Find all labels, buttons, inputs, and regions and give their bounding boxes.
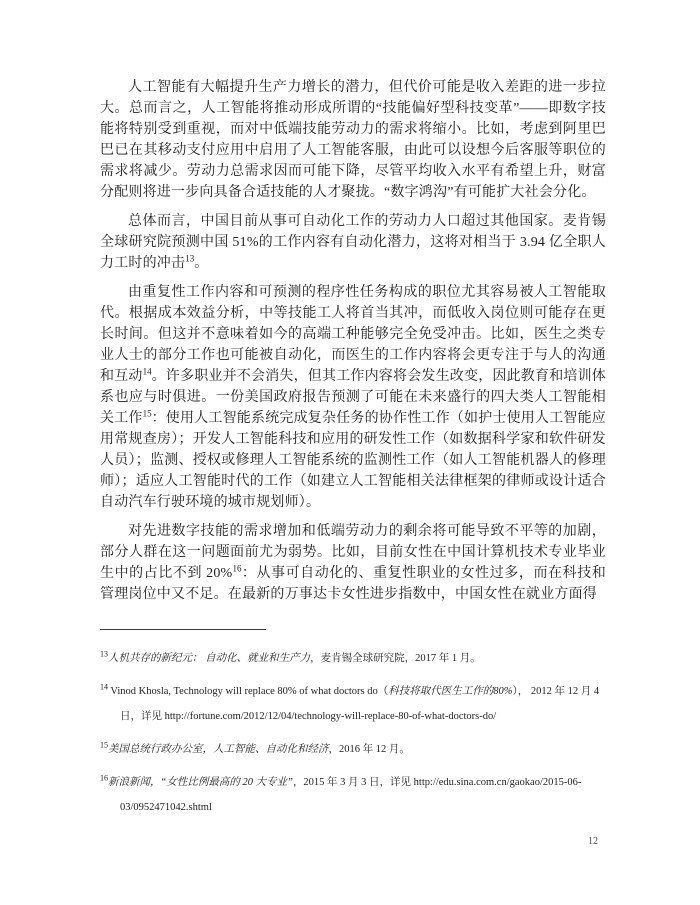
footnote-source-title: 美国总统行政办公室，人工智能、自动化和经济 — [108, 744, 329, 755]
footnote-ref-16: 16 — [232, 563, 242, 574]
footnote-16 — [100, 770, 606, 820]
footnote-number-14: 14 — [100, 682, 108, 692]
footnote-text: ，2015 年 3 月 3 日，详见 http://edu.sina.com.cn/gaokao/2015-06-03/0952471042.shtml — [120, 777, 582, 813]
paragraph-text: 。 — [194, 256, 209, 271]
paragraph-text: ：从事可自动化的、重复性职业的女性过多，而在科技和管理岗位中又不足。在最新的万事达卡女性进步指数中，中国女性在就业方面得 — [100, 566, 607, 602]
page-content — [100, 77, 606, 828]
footnote-number-16: 16 — [100, 773, 108, 783]
paragraph-text: 人工智能有大幅提升生产力增长的潜力，但代价可能是收入差距的进一步拉大。总而言之，人工智能将推动形成所谓的“技能偏好型科技变革”——即数字技能将特别受到重视，而对中低端技能劳动力的需求将缩小。比如，考虑到阿里巴巴已在其移动支付应用中启用了人工智能客服，由此可以设想今后客服等职位的需求将减少。劳动力总需求因而可能下降，尽管平均收入水平有希望上升，财富分配则将进一步向具备合适技能的人才聚拢。“数字鸿沟”有可能扩大社会分化。 — [100, 80, 606, 200]
paragraph-3 — [100, 282, 606, 513]
footnote-separator — [100, 629, 266, 630]
paragraph-2 — [100, 211, 606, 274]
paragraph-text: 总体而言，中国目前从事可自动化工作的劳动力人口超过其他国家。麦肯锡全球研究院预测中国 51%的工作内容有自动化潜力，这将对相当于 3.94 亿全职人力工时的冲击 — [100, 214, 606, 271]
footnote-text: ，2016 年 12 月。 — [328, 744, 410, 755]
paragraph-text: 由重复性工作内容和可预测的程序性任务构成的职位尤其容易被人工智能取代。根据成本效益分析，中等技能工人将首当其冲，而低收入岗位则可能存在更长时间。但这并不意味着如今的高端工种能够完全免受冲击。比如，医生之类专业人士的部分工作也可能被自动化，而医生的工作内容将会更专注于与人的沟通和互动 — [100, 285, 606, 384]
footnote-ref-15: 15 — [142, 408, 152, 419]
footnotes-section — [100, 629, 606, 820]
footnote-ref-14: 14 — [142, 366, 152, 377]
footnote-source-title: 科技将取代医生工作的80% — [388, 686, 513, 697]
paragraph-text: ：使用人工智能系统完成复杂任务的协作性工作（如护士使用人工智能应用常规查房）；开发人工智能科技和应用的研发性工作（如数据科学家和软件研发人员）；监测、授权或修理人工智能系统的监测性工作（如人工智能机器人的修理师）；适应人工智能时代的工作（如建立人工智能相关法律框架的律师或设计适合自动汽车行驶环境的城市规划师）。 — [100, 411, 607, 510]
footnote-source-title: 新浪新闻，“女性比例最高的 20 大专业” — [108, 777, 293, 788]
footnote-ref-13: 13 — [185, 253, 195, 264]
page-number: 12 — [588, 836, 598, 847]
paragraph-1 — [100, 77, 606, 203]
footnote-text: Vinod Khosla, Technology will replace 80% of what doctors do（ — [108, 686, 389, 697]
footnote-source-title: 人机共存的新纪元： 自动化、就业和生产力 — [108, 653, 311, 664]
footnote-15 — [100, 737, 606, 762]
paragraph-text: 对先进数字技能的需求增加和低端劳动力的剩余将可能导致不平等的加剧，部分人群在这一问题面前尤为弱势。比如，目前女性在中国计算机技术专业毕业生中的占比不到 20% — [100, 524, 606, 581]
footnote-13 — [100, 646, 606, 671]
footnote-14 — [100, 679, 606, 729]
footnote-text: ）， 2012 年 12 月 4 日，详见 http://fortune.com/2012/12/04/technology-will-replace-80-of-what-doctors-do/ — [120, 686, 600, 722]
footnote-number-13: 13 — [100, 649, 108, 659]
footnote-text: ，麦肯锡全球研究院，2017 年 1 月。 — [310, 653, 481, 664]
paragraph-4 — [100, 521, 606, 605]
footnote-number-15: 15 — [100, 740, 108, 750]
paragraph-text: 。许多职业并不会消失，但其工作内容将会发生改变，因此教育和培训体系也应与时俱进。一份美国政府报告预测了可能在未来盛行的四大类人工智能相关工作 — [100, 369, 607, 426]
